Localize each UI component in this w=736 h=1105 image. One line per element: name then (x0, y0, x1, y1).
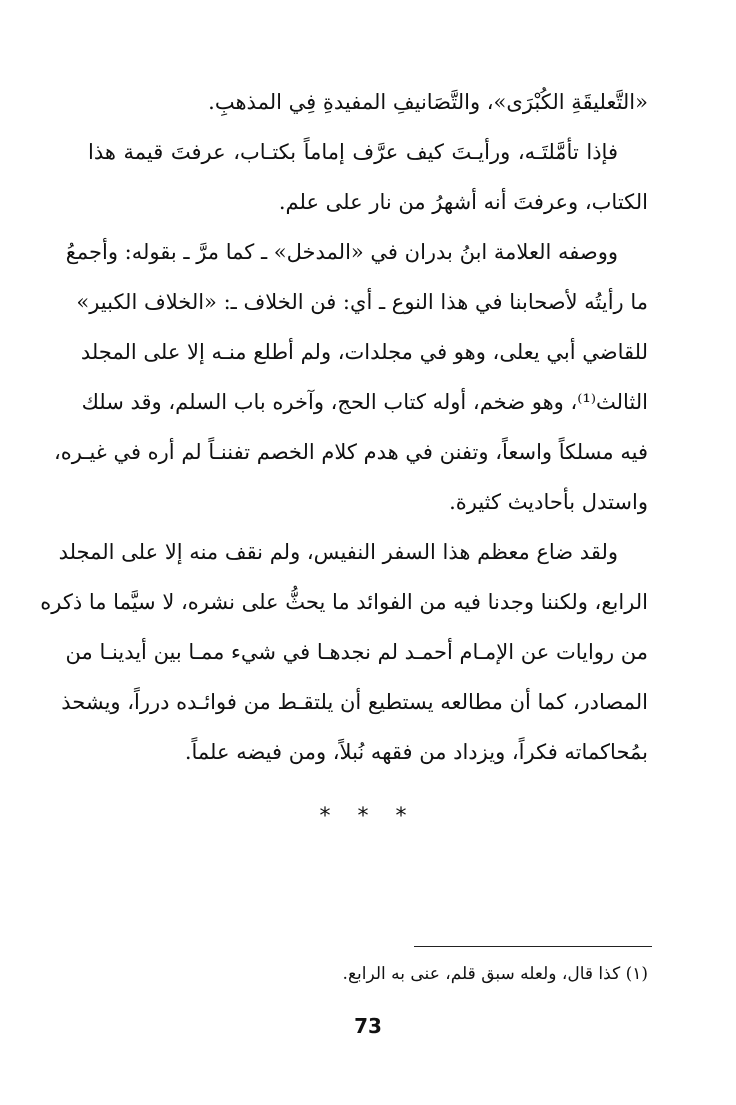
text-line: للقاضي أبي يعلى، وهو في مجلدات، ولم أطلع منـه إلا على المجلد (80, 340, 648, 364)
text-line: فإذا تأمَّلتَـه، ورأيـتَ كيف عرَّف إماماً بكتـاب، عرفتَ قيمة هذا (88, 140, 618, 164)
text-line: المصادر، كما أن مطالعه يستطيع أن يلتقـط من فوائـده درراً، ويشحذ (61, 690, 648, 714)
text-line: فيه مسلكاً واسعاً، وتفنن في هدم كلام الخصم تفننـاً لم أره في غيـره، (53, 440, 648, 464)
text-line: من روايات عن الإمـام أحمـد لم نجدهـا في شيء ممـا بين أيدينـا من (65, 640, 648, 664)
footnote-divider (414, 946, 652, 947)
text-line: الرابع، ولكننا وجدنا فيه من الفوائد ما يحثُّ على نشره، لا سيَّما ما ذكره (40, 590, 648, 614)
footnote: (١) كذا قال، ولعله سبق قلم، عنى به الرابع. (342, 964, 648, 984)
text-line: «التَّعليقَةِ الكُبْرَى»، والتَّصَانيفِ المفيدةِ فِي المذهبِ. (208, 90, 648, 114)
text-line: ووصفه العلامة ابنُ بدران في «المدخل» ـ كما مرَّ ـ بقوله: وأجمعُ (65, 240, 618, 264)
text-line: الثالث⁽¹⁾، وهو ضخم، أوله كتاب الحج، وآخره باب السلم، وقد سلك (81, 390, 648, 414)
text-line: ما رأيتُه لأصحابنا في هذا النوع ـ أي: فن الخلاف ـ: «الخلاف الكبير» (76, 290, 648, 314)
text-line: واستدل بأحاديث كثيرة. (449, 490, 648, 514)
text-line: الكتاب، وعرفتَ أنه أشهرُ من نار على علم. (278, 190, 648, 214)
text-line: بمُحاكماته فكراً، ويزداد من فقهه نُبلاً، ومن فيضه علماً. (184, 740, 648, 764)
page-number: 73 (354, 1014, 382, 1038)
section-separator: * * * (319, 804, 417, 829)
text-line: ولقد ضاع معظم هذا السفر النفيس، ولم نقف منه إلا على المجلد (58, 540, 618, 564)
